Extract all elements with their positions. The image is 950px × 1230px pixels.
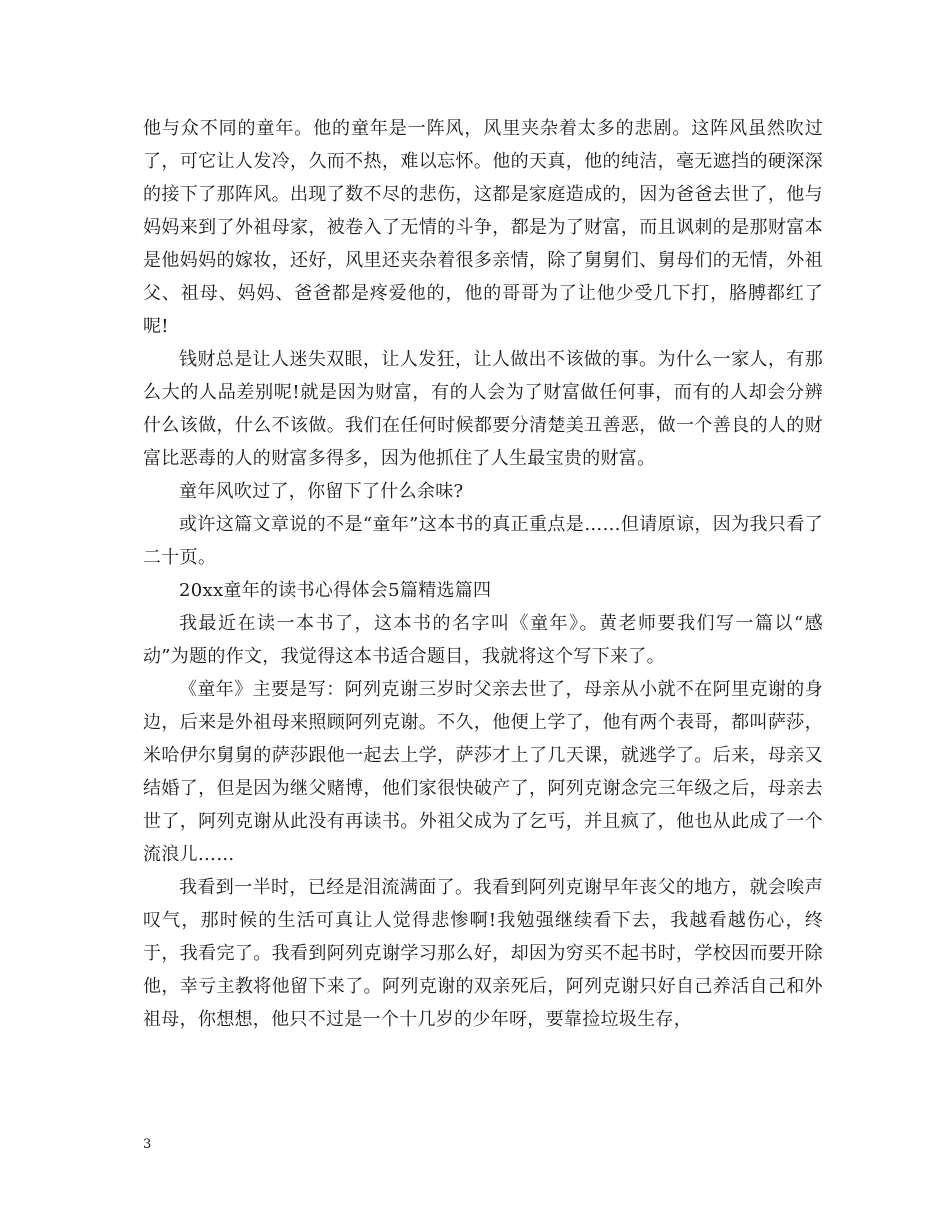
document-body <box>143 112 823 1036</box>
paragraph-2: 钱财总是让人迷失双眼，让人发狂，让人做出不该做的事。为什么一家人，有那么大的人品差别呢!就是因为财富，有的人会为了财富做任何事，而有的人却会分辨什么该做，什么不该做。我们在任何时候都要分清楚美丑善恶，做一个善良的人的财富比恶毒的人的财富多得多，因为他抓住了人生最宝贵的财富。 <box>143 349 823 469</box>
paragraph-6: 我最近在读一本书了，这本书的名字叫《童年》。黄老师要我们写一篇以“感动”为题的作文，我觉得这本书适合题目，我就将这个写下来了。 <box>143 613 823 667</box>
paragraph-7: 《童年》主要是写：阿列克谢三岁时父亲去世了，母亲从小就不在阿里克谢的身边，后来是外祖母来照顾阿列克谢。不久，他便上学了，他有两个表哥，都叫萨莎，米哈伊尔舅舅的萨莎跟他一起去上学，萨莎才上了几天课，就逃学了。后来，母亲又结婚了，但是因为继父赌博，他们家很快破产了，阿列克谢念完三年级之后，母亲去世了，阿列克谢从此没有再读书。外祖父成为了乞丐，并且疯了，他也从此成了一个流浪儿…… <box>143 679 823 865</box>
paragraph-3: 童年风吹过了，你留下了什么余味? <box>179 481 464 502</box>
paragraph-4: 或许这篇文章说的不是“童年”这本书的真正重点是……但请原谅，因为我只看了二十页。 <box>143 514 823 568</box>
paragraph-1: 他与众不同的童年。他的童年是一阵风，风里夹杂着太多的悲剧。这阵风虽然吹过了，可它让人发冷，久而不热，难以忘怀。他的天真，他的纯洁，毫无遮挡的硬深深的接下了那阵风。出现了数不尽的悲伤，这都是家庭造成的，因为爸爸去世了，他与妈妈来到了外祖母家，被卷入了无情的斗争，都是为了财富，而且讽刺的是那财富本是他妈妈的嫁妆，还好，风里还夹杂着很多亲情，除了舅舅们、舅母们的无情，外祖父、祖母、妈妈、爸爸都是疼爱他的，他的哥哥为了让他少受几下打，胳膊都红了呢! <box>143 118 823 337</box>
section-heading: 20xx童年的读书心得体会5篇精选篇四 <box>179 580 492 601</box>
paragraph-8: 我看到一半时，已经是泪流满面了。我看到阿列克谢早年丧父的地方，就会唉声叹气，那时候的生活可真让人觉得悲惨啊!我勉强继续看下去，我越看越伤心，终于，我看完了。我看到阿列克谢学习那么好，却因为穷买不起书时，学校因而要开除他，幸亏主教将他留下来了。阿列克谢的双亲死后，阿列克谢只好自己养活自己和外祖母，你想想，他只不过是一个十几岁的少年呀，要靠捡垃圾生存， <box>143 877 823 1030</box>
page-number: 3 <box>143 1137 152 1152</box>
